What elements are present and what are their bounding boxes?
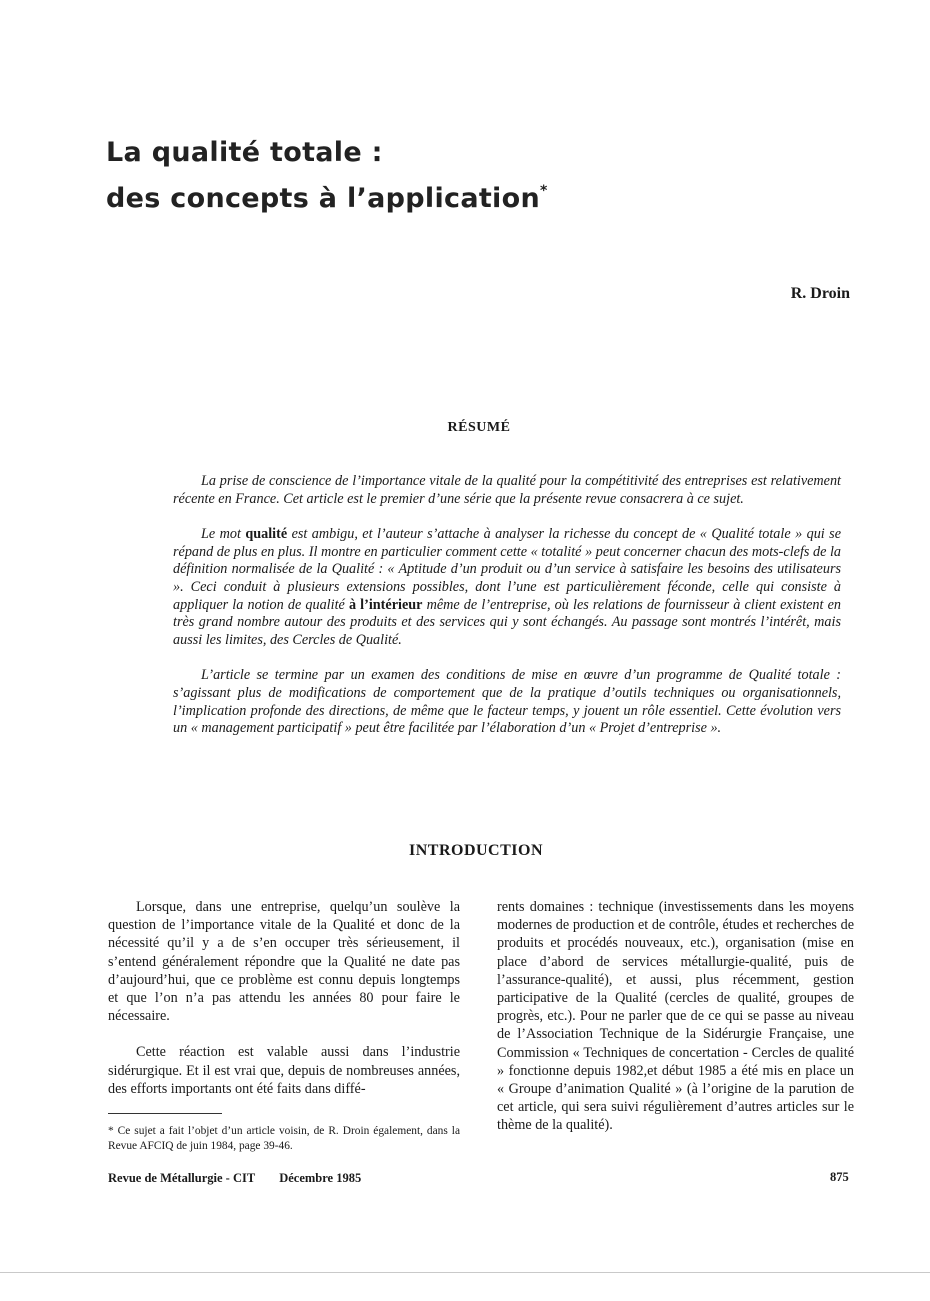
abstract-paragraph-3: L’article se termine par un examen des conditions de mise en œuvre d’un programme de Qualité totale : s’agissant plus de modifications de comportement que de la pratique d’outils techniques ou organisationnels, l’implication profonde des directions, de même que le facteur temps, y jouent un rôle essentiel. Cette évolution vers un « management participatif » peut être facilitée par l’élaboration d’un « Projet d’entreprise ».: [173, 667, 841, 737]
article-title: [106, 134, 806, 218]
abstract-paragraph-1: La prise de conscience de l’importance vitale de la qualité pour la compétitivité des entreprises est relativement récente en France. Cet article est le premier d’une série que la présente revue consacrera à ce sujet.: [173, 473, 841, 507]
footnote: * Ce sujet a fait l’objet d’un article voisin, de R. Droin également, dans la Revue AFCIQ de juin 1984, page 39-46.: [108, 1125, 460, 1152]
footnote-divider: [108, 1113, 222, 1114]
abstract-emphasis-qualite: qualité: [245, 526, 288, 543]
right-column: [497, 898, 854, 1153]
intro-paragraph-2: Cette réaction est valable aussi dans l’industrie sidérurgique. Et il est vrai que, depuis de nombreuses années, des efforts importants ont été faits dans diffé-: [108, 1044, 460, 1097]
journal-name: Revue de Métallurgie - CIT: [108, 1171, 256, 1185]
abstract-p2-text-c: est ambigu, et l’auteur s’attache à analyser la richesse du concept de « Qualité totale » qui se répand de plus en plus. Il montre en particulier comment cette « totalité » peut concerner chacun des mots-clefs de la définition normalisée de la Qualité : « Aptitude d’un produit ou d’un service à satisfaire les besoins des utilisateurs ». Ceci conduit à plusieurs extensions possibles, dont l’une est particulièrement féconde, celle qui consiste à appliquer la notion de qualité: [173, 526, 841, 613]
introduction-heading: INTRODUCTION: [408, 842, 543, 859]
abstract-paragraph-2: [173, 526, 841, 649]
author-name: R. Droin: [790, 285, 850, 302]
title-line-1: La qualité totale :: [106, 137, 383, 168]
issue-date: Décembre 1985: [279, 1171, 362, 1185]
abstract: [173, 473, 841, 756]
abstract-p2-text-e: même de l’entreprise, où les relations de fournisseur à client existent en très grand nombre autour des produits et des services qui y sont échangés. Au passage sont montrés l’intérêt, mais aussi les limites, des Cercles de Qualité.: [173, 596, 841, 648]
abstract-emphasis-interieur: à l’intérieur: [348, 596, 423, 613]
intro-paragraph-continued: rents domaines : technique (investissements dans les moyens modernes de production et de contrôle, études et recherches de produits et procédés nouveaux, etc.), organisation (mise en place d’abord de services métallurgie-qualité, puis de l’assurance-qualité), et aussi, plus récemment, gestion participative de la Qualité (cercles de qualité, groupes de progrès, etc.). Pour ne parler que de ce qui se passe au niveau de l’Association Technique de la Sidérurgie Française, une Commission « Techniques de concertation - Cercles de qualité » fonctionne depuis 1982,et début 1985 a été mis en place un « Groupe d’animation Qualité » (à l’origine de la parution de cet article, qui sera suivi régulièrement d’autres articles sur le thème de la qualité).: [497, 899, 854, 1134]
journal-footer: [108, 1171, 361, 1186]
title-line-2-text: des concepts à l’application: [106, 183, 540, 214]
title-footnote-mark: *: [539, 183, 548, 199]
resume-heading: RÉSUMÉ: [447, 420, 511, 435]
left-column: [108, 898, 460, 1116]
intro-paragraph-1: Lorsque, dans une entreprise, quelqu’un soulève la question de l’importance vitale de la Qualité et donc de la nécessité qu’il y a de s’en occuper très sérieusement, il s’entend généralement répondre que la Qualité ne date pas d’aujourd’hui, que ce problème est connu depuis longtemps et que l’on n’a pas attendu les années 80 pour faire le nécessaire.: [108, 899, 460, 1025]
abstract-p2-text-a: Le mot: [201, 526, 246, 543]
page-edge-line: [0, 1272, 930, 1273]
page-number: 875: [830, 1170, 849, 1184]
title-line-2: [106, 172, 806, 218]
